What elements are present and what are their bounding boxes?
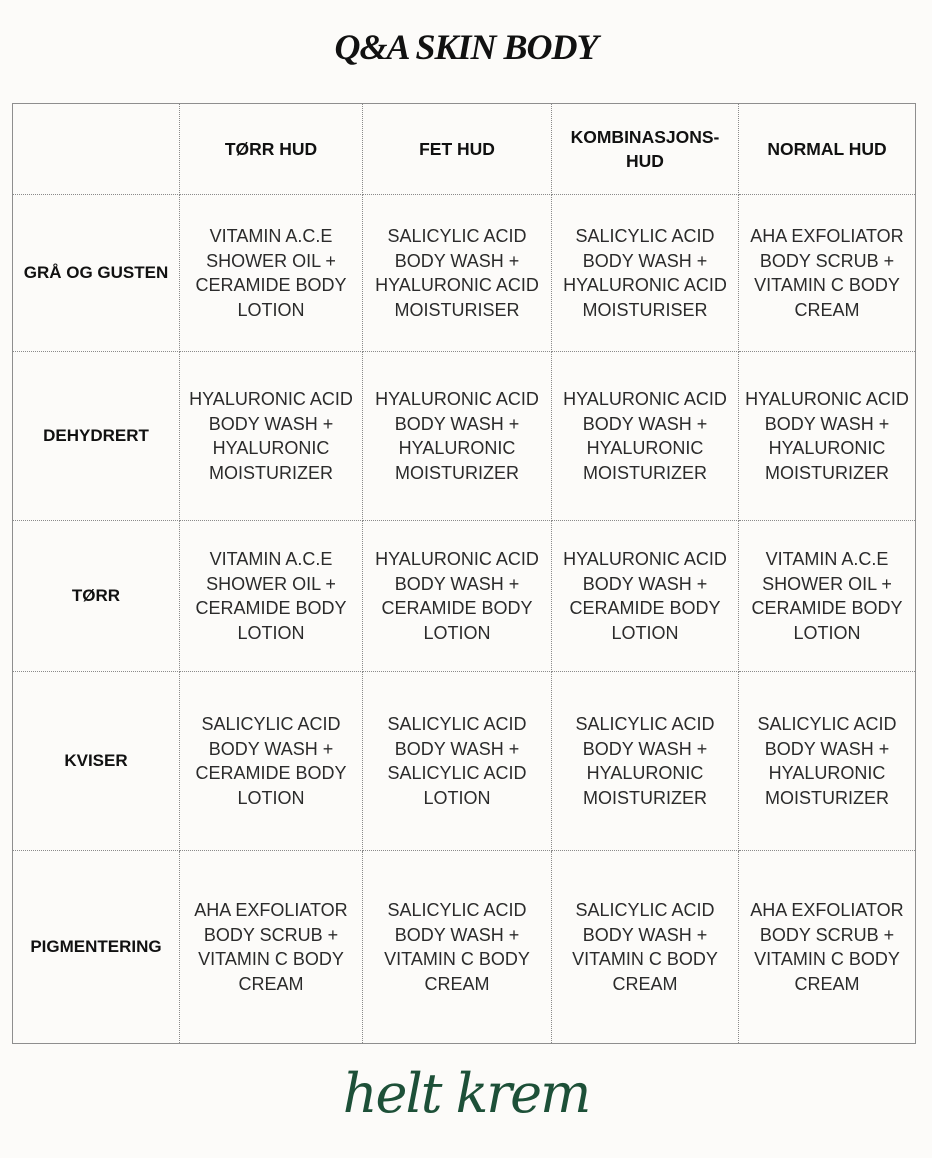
table-cell: VITAMIN A.C.E SHOWER OIL + CERAMIDE BODY LOTION (180, 521, 363, 672)
skin-body-table (12, 103, 916, 1044)
table-cell: AHA EXFOLIATOR BODY SCRUB + VITAMIN C BODY CREAM (750, 900, 904, 994)
table-cell: SALICYLIC ACID BODY WASH + HYALURONIC ACID MOISTURISER (552, 195, 739, 352)
row-header-dehydrert: DEHYDRERT (13, 352, 180, 521)
row-header-torr: TØRR (13, 521, 180, 672)
table-cell: HYALURONIC ACID BODY WASH + HYALURONIC MOISTURIZER (739, 352, 915, 521)
row-header-pigmentering: PIGMENTERING (13, 851, 180, 1043)
table-cell: HYALURONIC ACID BODY WASH + HYALURONIC MOISTURIZER (180, 352, 363, 521)
table-cell: HYALURONIC ACID BODY WASH + HYALURONIC MOISTURIZER (363, 352, 552, 521)
table-cell: AHA EXFOLIATOR BODY SCRUB + VITAMIN C BODY CREAM (739, 195, 915, 352)
table-cell: SALICYLIC ACID BODY WASH + HYALURONIC ACID MOISTURISER (363, 195, 552, 352)
table-cell: HYALURONIC ACID BODY WASH + CERAMIDE BODY LOTION (552, 521, 739, 672)
table-corner (13, 104, 180, 195)
table-cell: VITAMIN A.C.E SHOWER OIL + CERAMIDE BODY LOTION (180, 195, 363, 352)
brand-logo: helt krem (342, 1062, 590, 1125)
column-header-fet-hud: FET HUD (363, 104, 552, 195)
table-cell: SALICYLIC ACID BODY WASH + HYALURONIC MOISTURIZER (552, 672, 739, 851)
row-header-kviser: KVISER (13, 672, 180, 851)
column-header-torr-hud: TØRR HUD (180, 104, 363, 195)
table-cell: SALICYLIC ACID BODY WASH + VITAMIN C BODY CREAM (363, 851, 552, 1043)
column-header-kombinasjonshud: KOMBINASJONS- HUD (552, 104, 739, 195)
table-cell: HYALURONIC ACID BODY WASH + HYALURONIC MOISTURIZER (552, 352, 739, 521)
table-cell: SALICYLIC ACID BODY WASH + CERAMIDE BODY LOTION (180, 672, 363, 851)
table-cell: SALICYLIC ACID BODY WASH + VITAMIN C BODY CREAM (552, 851, 739, 1043)
table-cell: AHA EXFOLIATOR BODY SCRUB + VITAMIN C BODY CREAM (180, 851, 363, 1043)
row-header-gra-og-gusten: GRÅ OG GUSTEN (13, 195, 180, 352)
page-title: Q&A SKIN BODY (334, 27, 598, 67)
table-cell: SALICYLIC ACID BODY WASH + HYALURONIC MOISTURIZER (739, 672, 915, 851)
column-header-normal-hud: NORMAL HUD (739, 104, 915, 195)
table-cell: SALICYLIC ACID BODY WASH + SALICYLIC ACID LOTION (363, 672, 552, 851)
table-cell: VITAMIN A.C.E SHOWER OIL + CERAMIDE BODY LOTION (739, 521, 915, 672)
table-cell: HYALURONIC ACID BODY WASH + CERAMIDE BODY LOTION (363, 521, 552, 672)
